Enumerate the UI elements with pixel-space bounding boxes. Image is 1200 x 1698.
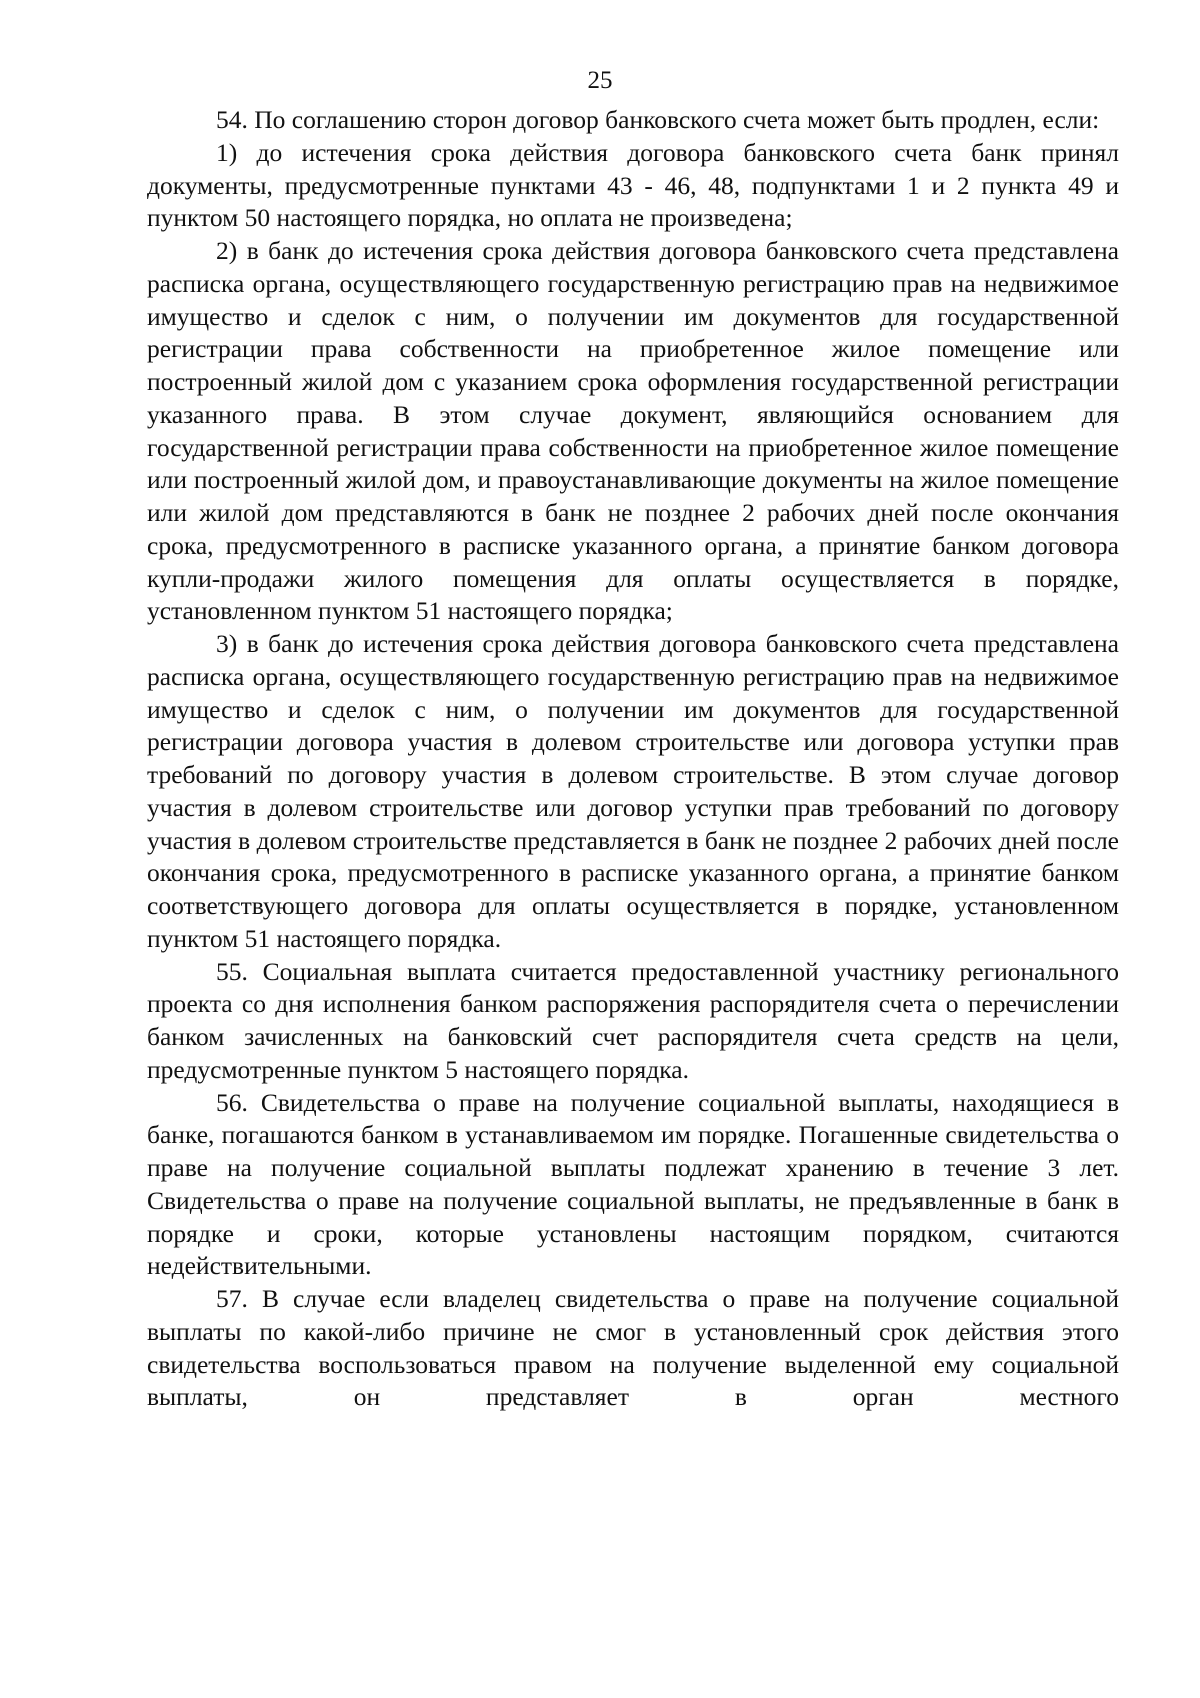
paragraph-54: 54. По соглашению сторон договор банковского счета может быть продлен, если: — [216, 105, 1100, 134]
paragraph-54-item-3: 3) в банк до истечения срока действия договора банковского счета представлена расписка органа, осуществляющего государственную регистрацию прав на недвижимое имущество и сделок с ним, о получении им документов для государственной регистрации договора участия в долевом строительстве или договора уступки прав требований по договору участия в долевом строительстве. В этом случае договор участия в долевом строительстве или договор уступки прав требований по договору участия в долевом строительстве представляется в банк не позднее 2 рабочих дней после окончания срока, предусмотренного в расписке указанного органа, а принятие банком соответствующего договора для оплаты осуществляется в порядке, установленном пунктом 51 настоящего порядка. — [147, 629, 1119, 953]
page-number: 25 — [587, 67, 613, 94]
paragraph-54-item-1: 1) до истечения срока действия договора банковского счета банк принял документы, предусмотренные пунктами 43 - 46, 48, подпунктами 1 и 2 пункта 49 и пунктом 50 настоящего порядка, но оплата не произведена; — [147, 137, 1119, 233]
paragraph-54-item-2: 2) в банк до истечения срока действия договора банковского счета представлена расписка органа, осуществляющего государственную регистрацию прав на недвижимое имущество и сделок с ним, о получении им документов для государственной регистрации права собственности на приобретенное жилое помещение или построенный жилой дом с указанием срока оформления государственной регистрации указанного права. В этом случае документ, являющийся основанием для государственной регистрации права собственности на приобретенное жилое помещение или построенный жилой дом, и правоустанавливающие документы на жилое помещение или жилой дом представляются в банк не позднее 2 рабочих дней после окончания срока, предусмотренного в расписке указанного органа, а принятие банком договора купли-продажи жилого помещения для оплаты осуществляется в порядке, установленном пунктом 51 настоящего порядка; — [147, 236, 1119, 626]
document-body — [147, 104, 1119, 1414]
paragraph-55: 55. Социальная выплата считается предоставленной участнику регионального проекта со дня исполнения банком распоряжения распорядителя счета о перечислении банком зачисленных на банковский счет распорядителя счета средств на цели, предусмотренные пунктом 5 настоящего порядка. — [147, 956, 1119, 1084]
paragraph-56: 56. Свидетельства о праве на получение социальной выплаты, находящиеся в банке, погашаются банком в устанавливаемом им порядке. Погашенные свидетельства о праве на получение социальной выплаты подлежат хранению в течение 3 лет. Свидетельства о праве на получение социальной выплаты, не предъявленные в банк в порядке и сроки, которые установлены настоящим порядком, считаются недействительными. — [147, 1087, 1119, 1281]
paragraph-57: 57. В случае если владелец свидетельства о праве на получение социальной выплаты по какой-либо причине не смог в установленный срок действия этого свидетельства воспользоваться правом на получение выделенной ему социальной выплаты, он представляет в орган местного — [147, 1284, 1119, 1412]
